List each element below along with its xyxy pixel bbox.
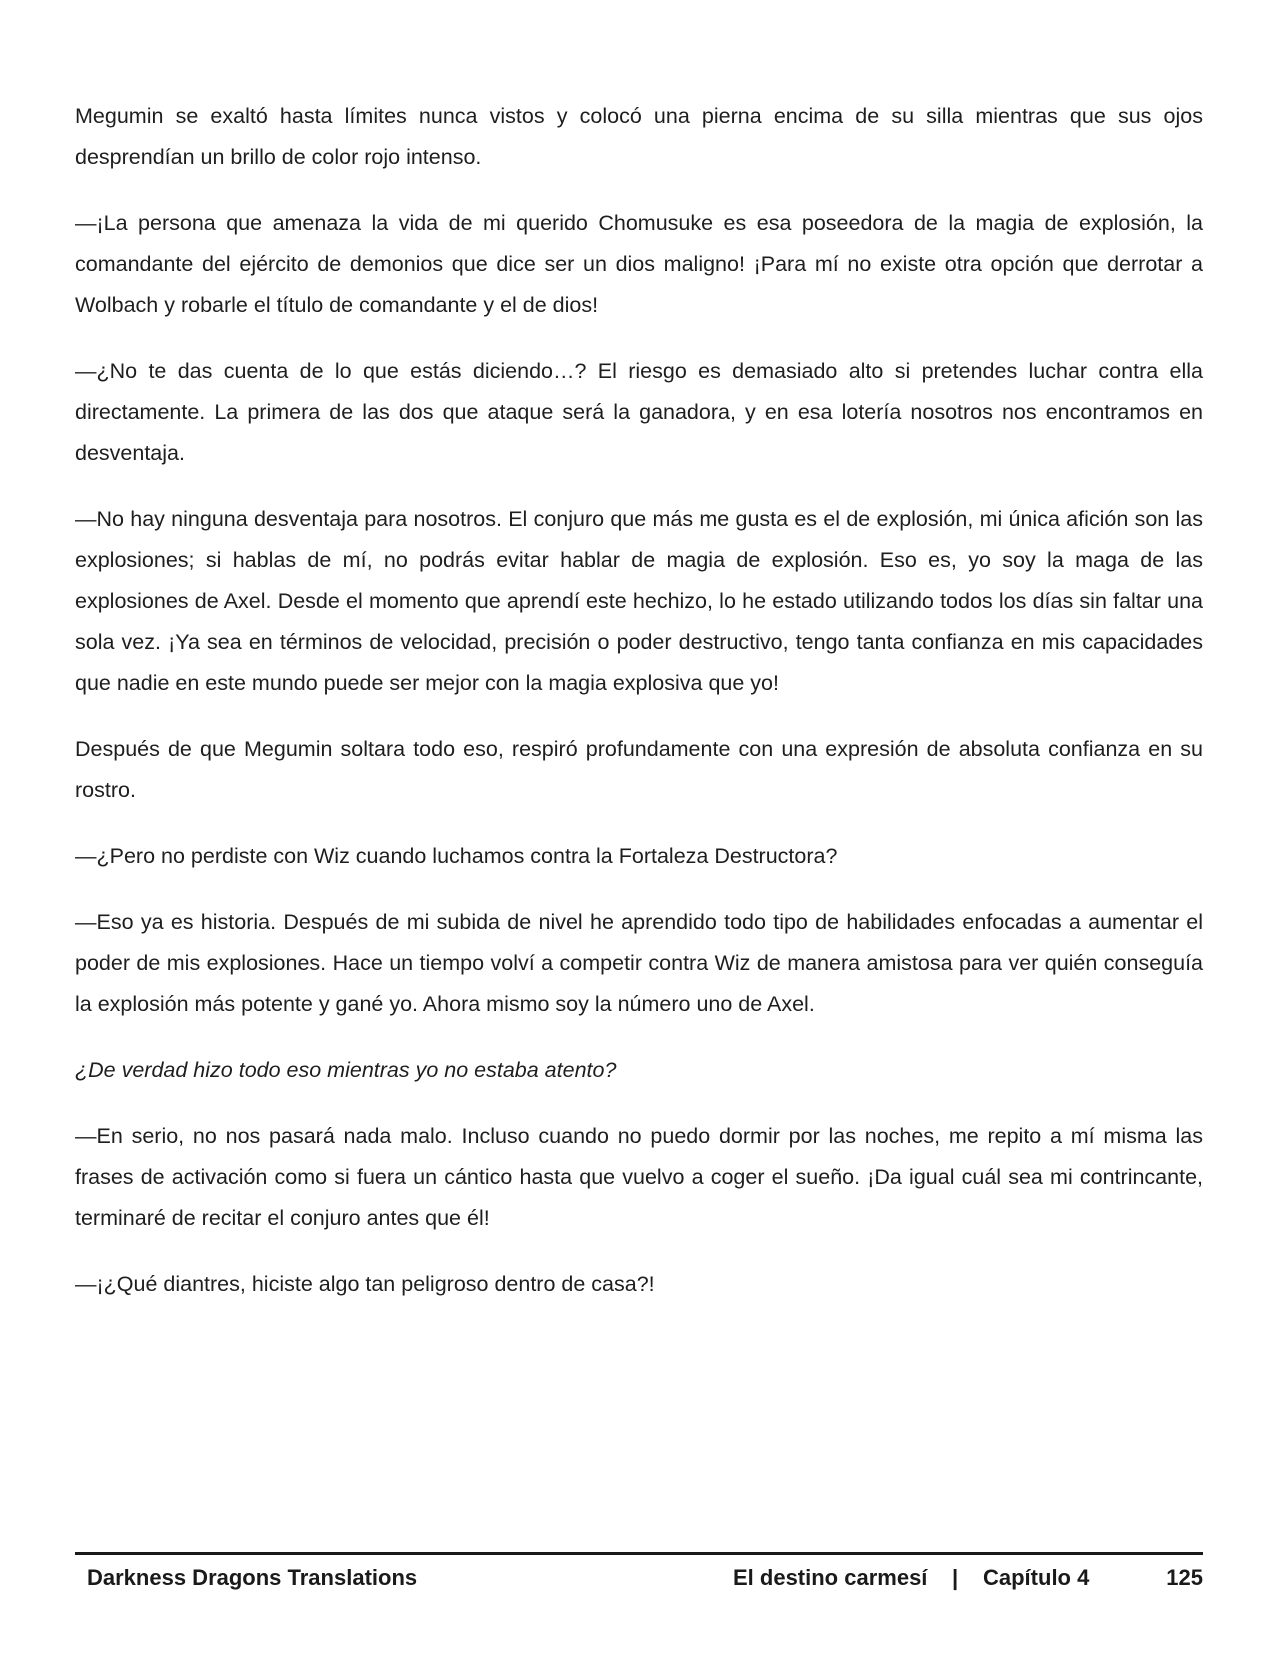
footer-separator: |: [952, 1565, 959, 1590]
footer-divider: [75, 1552, 1203, 1555]
paragraph: —En serio, no nos pasará nada malo. Incluso cuando no puedo dormir por las noches, me repito a mí misma las frases de activación como si fuera un cántico hasta que vuelvo a coger el sueño. ¡Da igual cuál sea mi contrincante, terminaré de recitar el conjuro antes que él!: [75, 1124, 1203, 1230]
book-title: El destino carmesí: [733, 1565, 928, 1590]
paragraph: —¡La persona que amenaza la vida de mi querido Chomusuke es esa poseedora de la magia de explosión, la comandante del ejército de demonios que dice ser un dios maligno! ¡Para mí no existe otra opción que derrotar a Wolbach y robarle el título de comandante y el de dios!: [75, 211, 1203, 317]
page-footer: [75, 1552, 1203, 1612]
page-body: [75, 96, 1203, 1330]
paragraph: —¿Pero no perdiste con Wiz cuando luchamos contra la Fortaleza Destructora?: [75, 844, 838, 868]
page-number: 125: [1166, 1565, 1203, 1590]
paragraph: —Eso ya es historia. Después de mi subida de nivel he aprendido todo tipo de habilidades enfocadas a aumentar el poder de mis explosiones. Hace un tiempo volví a competir contra Wiz de manera amistosa para ver quién conseguía la explosión más potente y gané yo. Ahora mismo soy la número uno de Axel.: [75, 910, 1203, 1016]
paragraph: —¿No te das cuenta de lo que estás diciendo…? El riesgo es demasiado alto si pretendes luchar contra ella directamente. La primera de las dos que ataque será la ganadora, y en esa lotería nosotros nos encontramos en desventaja.: [75, 359, 1203, 465]
paragraph: —¡¿Qué diantres, hiciste algo tan peligroso dentro de casa?!: [75, 1272, 655, 1296]
italic-paragraph: ¿De verdad hizo todo eso mientras yo no estaba atento?: [75, 1058, 617, 1082]
paragraph: —No hay ninguna desventaja para nosotros. El conjuro que más me gusta es el de explosión, mi única afición son las explosiones; si hablas de mí, no podrás evitar hablar de magia de explosión. Eso es, yo soy la maga de las explosiones de Axel. Desde el momento que aprendí este hechizo, lo he estado utilizando todos los días sin faltar una sola vez. ¡Ya sea en términos de velocidad, precisión o poder destructivo, tengo tanta confianza en mis capacidades que nadie en este mundo puede ser mejor con la magia explosiva que yo!: [75, 507, 1203, 695]
chapter-label: Capítulo 4: [983, 1565, 1090, 1590]
paragraph: Megumin se exaltó hasta límites nunca vistos y colocó una pierna encima de su silla mientras que sus ojos desprendían un brillo de color rojo intenso.: [75, 104, 1203, 169]
translator-credit: Darkness Dragons Translations: [87, 1565, 418, 1590]
paragraph: Después de que Megumin soltara todo eso, respiró profundamente con una expresión de absoluta confianza en su rostro.: [75, 737, 1203, 802]
